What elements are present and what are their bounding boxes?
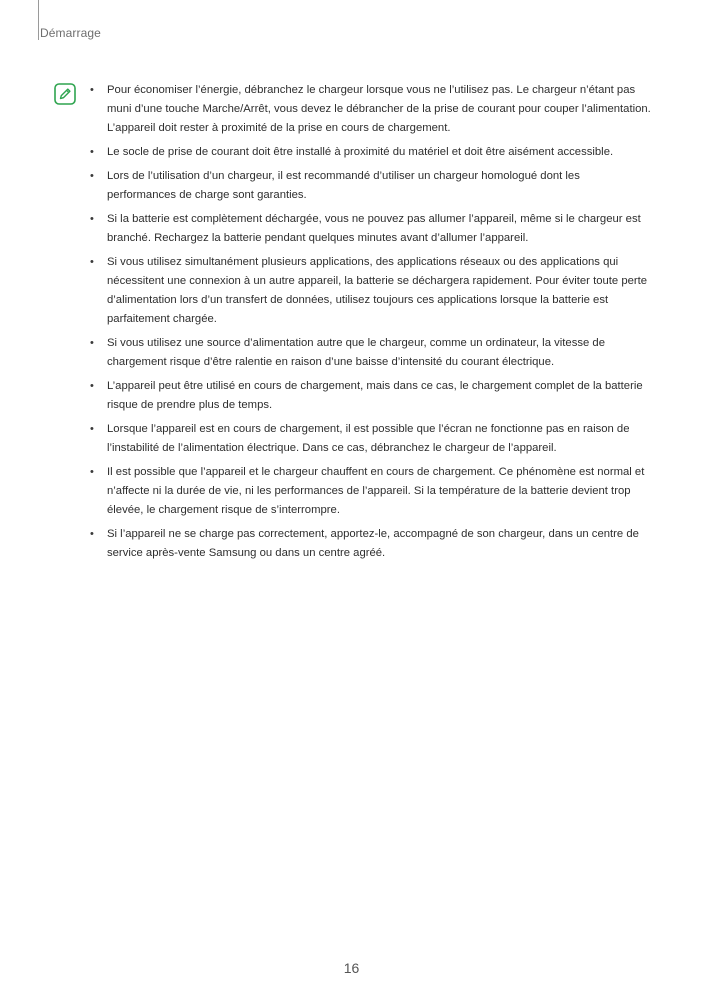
list-item-text: Lorsque l’appareil est en cours de chargement, il est possible que l’écran ne fonctionne pas en raison de l’instabilité de l’alimentation électrique. Dans ce cas, débranchez le chargeur de l’appareil. bbox=[107, 423, 630, 454]
list-item-text: Il est possible que l’appareil et le chargeur chauffent en cours de chargement. Ce phénomène est normal et n’affecte ni la durée de vie, ni les performances de l’appareil. Si la température de la batterie devient trop élevée, le chargement risque de s’interrompre. bbox=[107, 466, 645, 516]
list-item-text: Pour économiser l’énergie, débranchez le chargeur lorsque vous ne l’utilisez pas. Le chargeur n’étant pas muni d’une touche Marche/Arrêt, vous devez le débrancher de la prise de courant pour couper l’alimentation. L’appareil doit rester à proximité de la prise en cours de chargement. bbox=[107, 84, 651, 134]
list-item-text: L’appareil peut être utilisé en cours de chargement, mais dans ce cas, le chargement complet de la batterie risque de prendre plus de temps. bbox=[107, 380, 643, 411]
bullet-icon: • bbox=[90, 337, 94, 349]
bullet-icon: • bbox=[90, 528, 94, 540]
list-item bbox=[90, 420, 652, 458]
list-item bbox=[90, 143, 652, 162]
list-item bbox=[90, 525, 652, 563]
header-divider bbox=[38, 0, 39, 40]
list-item bbox=[90, 210, 652, 248]
bullet-icon: • bbox=[90, 423, 94, 435]
bullet-icon: • bbox=[90, 170, 94, 182]
note-pencil-icon bbox=[54, 83, 76, 105]
bullet-icon: • bbox=[90, 380, 94, 392]
bullet-icon: • bbox=[90, 213, 94, 225]
page-number: 16 bbox=[343, 960, 360, 976]
list-item bbox=[90, 167, 652, 205]
list-item-text: Si l’appareil ne se charge pas correctement, apportez-le, accompagné de son chargeur, dans un centre de service après-vente Samsung ou dans un centre agréé. bbox=[107, 528, 639, 559]
list-item-text: Si vous utilisez simultanément plusieurs applications, des applications réseaux ou des applications qui nécessitent une connexion à un autre appareil, la batterie se déchargera rapidement. Pour éviter toute perte d’alimentation lors d’un transfert de données, utilisez toujours ces applications lorsque la batterie est parfaitement chargée. bbox=[107, 256, 648, 325]
list-item bbox=[90, 253, 652, 329]
bullet-icon: • bbox=[90, 84, 94, 96]
list-item bbox=[90, 377, 652, 415]
note-bullet-list bbox=[90, 81, 652, 568]
section-title: Démarrage bbox=[40, 26, 101, 40]
list-item-text: Lors de l’utilisation d’un chargeur, il est recommandé d’utiliser un chargeur homologué dont les performances de charge sont garanties. bbox=[107, 170, 580, 201]
list-item bbox=[90, 334, 652, 372]
bullet-icon: • bbox=[90, 256, 94, 268]
list-item bbox=[90, 81, 652, 138]
list-item bbox=[90, 463, 652, 520]
bullet-icon: • bbox=[90, 146, 94, 158]
list-item-text: Le socle de prise de courant doit être installé à proximité du matériel et doit être aisément accessible. bbox=[107, 146, 614, 158]
bullet-icon: • bbox=[90, 466, 94, 478]
list-item-text: Si vous utilisez une source d’alimentation autre que le chargeur, comme un ordinateur, la vitesse de chargement risque d’être ralentie en raison d’une baisse d’intensité du courant électrique. bbox=[107, 337, 605, 368]
list-item-text: Si la batterie est complètement déchargée, vous ne pouvez pas allumer l’appareil, même si le chargeur est branché. Rechargez la batterie pendant quelques minutes avant d’allumer l’appareil. bbox=[107, 213, 641, 244]
